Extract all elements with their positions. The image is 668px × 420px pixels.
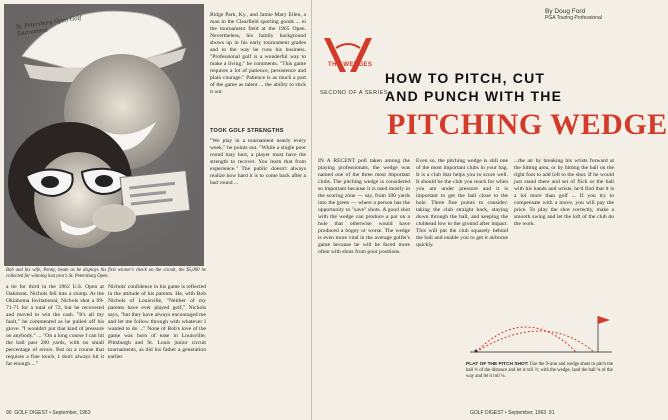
left-col-3a: Ridge Park, Ky., and Jamie Mary Ellen, a man in the Clearfield sporting goods ... to the tournament field at the 1965 Open. Nevertheless, his family background shows up in his early tournament grades and in the way he runs his business. "Professional golf is a wonderful way to make a living," he comments. "This game requires a lot of patience, persistence and plain courage." Patience is as much a part of the game as talent ... the ability to stick it out. [210, 12, 306, 95]
left-col-3b: "We play in a tournament nearly every week," he points out. "While a single poor round may hurt, a player must have the strength to recover. You learn that from experience." The public doesn't always realize how hard it is to come back after a bad round ... [210, 138, 306, 186]
golfer-photo-illustration [4, 4, 204, 266]
title-line-2: AND PUNCH WITH THE [385, 88, 563, 104]
pitch-shot-diagram [466, 302, 616, 360]
byline [545, 8, 602, 21]
left-col-2: Nichols' confidence in his game is reflected in the attitude of his parents. He, with Bob Nichols of Louisville, "Neither of my parents have ever played golf," Nichols says, "but they have always encouraged me and let me follow through with whatever I wanted to do ..." None of Bob's love of the game was born of ease in Louisville; Pittsburgh and St. Louis junior circuit tournaments, as did his father a generation earlier. [108, 284, 206, 360]
page-number-left: 90 [6, 410, 12, 416]
photo-caption: Bob and his wife, Penny, beam as he displays his first winner's check on the circuit, the $5,000 he collected for winning last year's St. Petersburg Open. [6, 268, 206, 279]
byline-subtitle: PGA Touring Professional [545, 15, 602, 21]
wedges-logo-icon [320, 30, 376, 82]
right-col-3: ...the air by breaking his wrists forward at the hitting area, or by hitting the ball on the right foot to add loft to the shot. If he would just stand there and set of flick or the ball with his hands and wrists, he'd find that it is a lot more than golf ... If you try to compensate with a move, you will pay the price. To play the shot correctly, make a smooth swing and let the loft of the club do the work. [514, 158, 614, 227]
footer-left [6, 410, 90, 416]
left-col-1: a tie for third in the 1962 U.S. Open at Oakmont. Nichols fell into a slump. At the Oklahoma Invitational, Nichols shot a 69-71-71 for a total of 72, but he recovered and moved to win the cash. "It's all my fault," he commented as he pulled off his glove. "I wouldn't put that kind of pressure on anybody." ... "On a long course I can hit the ball past 280 yards, with no small percentage of errors. But on a course that requires a fine touch, I don't always hit it far enough ..." [6, 284, 104, 367]
byline-author: By Doug Ford [545, 8, 586, 15]
figure-caption [466, 362, 616, 380]
wedges-logo-text: THE WEDGES [328, 62, 373, 68]
photo [4, 4, 204, 266]
right-col-2: Even so, the pitching wedge is still one of the most important clubs in your bag. It is a club that helps you to score well. It should be the club you reach for when you are under pressure and it is important to get the ball close to the hole. Three fine points to consider: taking the club straight back, staying down through the ball, and keeping the clubhead low to the ground after impact. This will put the club squarely behind the ball and enable you to get it airborne quickly. [416, 158, 508, 248]
hat-inscription: St. Petersburg Open Golf Tournament [15, 14, 82, 38]
figure-caption-head: PLAY OF THE PITCH SHOT: [466, 362, 529, 367]
series-label: SECOND OF A SERIES [320, 90, 388, 96]
title-line-3: PITCHING WEDGE [387, 108, 668, 141]
figure-caption-body: Use the 9-iron and wedge shots to pitch the ball ⅓ of the distance and let it roll ⅔; with the wedge, land the ball ¾ of the way and let it roll ¼. [466, 362, 613, 379]
right-col-1: IN A RECENT poll taken among the playing professionals, the wedge was named one of the three most important clubs. The pitching wedge is considered so important because it is used mostly in the scoring zone — say, from 100 yards into the green — where a person has the opportunity to "save" shots. A good shot with the wedge can produce a par on a hole that otherwise would have produced a bogey or worse. The wedge is even more vital in the average golfer's game because he will be faced more often with shots from poor positions. [318, 158, 410, 255]
page-number-right: 91 [548, 410, 555, 416]
footer-right-text: GOLF DIGEST • September, 1963 [470, 410, 547, 416]
title-line-1: HOW TO PITCH, CUT [385, 70, 546, 86]
gutter [311, 0, 312, 420]
footer-right [470, 410, 554, 416]
section-heading: TOOK GOLF STRENGTHS [210, 128, 284, 134]
footer-left-text: GOLF DIGEST • September, 1963 [14, 410, 91, 416]
